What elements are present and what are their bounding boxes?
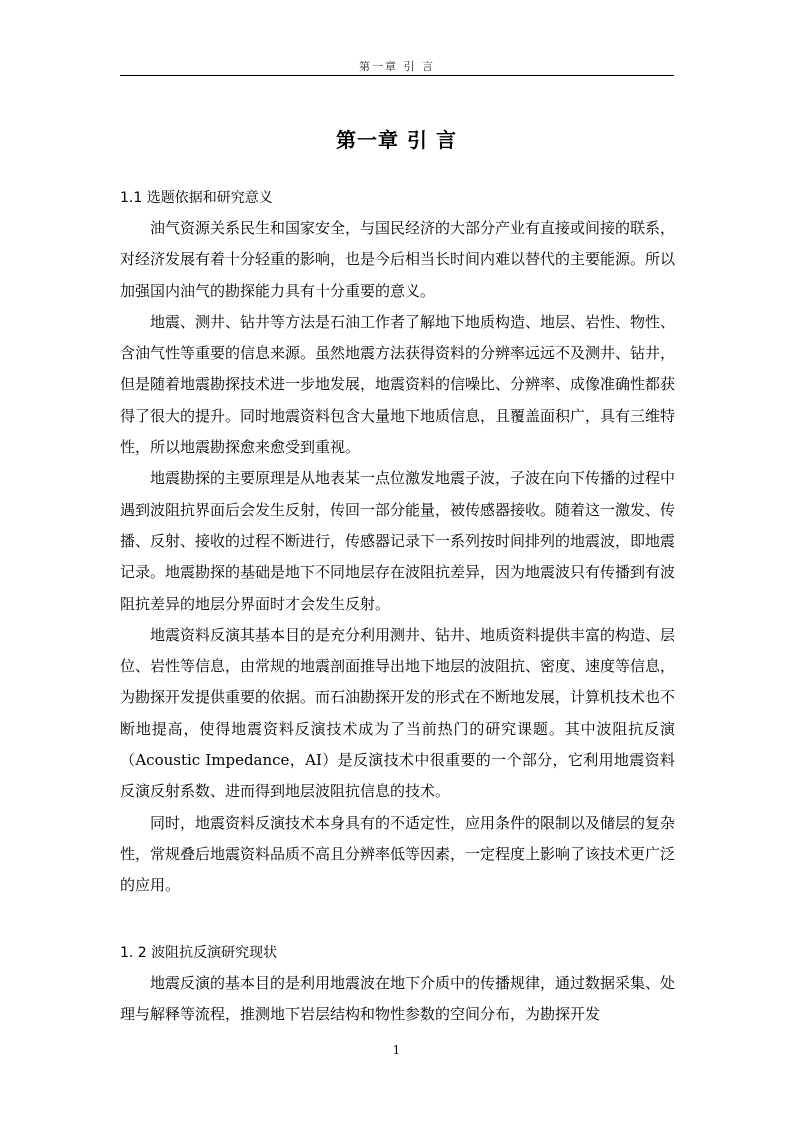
paragraph: 地震、测井、钻井等方法是石油工作者了解地下地质构造、地层、岩性、物性、含油气性等重要的信息来源。虽然地震方法获得资料的分辨率远远不及测井、钻井，但是随着地震勘探技术进一步地发展，地震资料的信噪比、分辨率、成像准确性都获得了很大的提升。同时地震资料包含大量地下地质信息，且覆盖面积广，具有三维特性，所以地震勘探愈来愈受到重视。: [120, 312, 676, 457]
paragraph: 地震反演的基本目的是利用地震波在地下介质中的传播规律，通过数据采集、处理与解释等流程，推测地下岩层结构和物性参数的空间分布，为勘探开发: [120, 973, 676, 1023]
page-number: 1: [392, 1043, 401, 1057]
section-heading: 1.1 选题依据和研究意义: [120, 190, 273, 206]
page-body: [120, 183, 675, 1030]
paragraph: 同时，地震资料反演技术本身具有的不适定性，应用条件的限制以及储层的复杂性，常规叠后地震资料品质不高且分辨率低等因素，一定程度上影响了该技术更广泛的应用。: [120, 813, 676, 895]
paragraph: 油气资源关系民生和国家安全，与国民经济的大部分产业有直接或间接的联系，对经济发展有着十分轻重的影响，也是今后相当长时间内难以替代的主要能源。所以加强国内油气的勘探能力具有十分重要的意义。: [120, 219, 676, 300]
section-1-2: [120, 938, 675, 1031]
section-1-1: [120, 183, 675, 902]
header-divider: [120, 75, 674, 76]
chapter-title: 第一章 引 言: [336, 128, 457, 152]
running-header: 第一章 引 言: [359, 60, 435, 73]
paragraph: 地震资料反演其基本目的是充分利用测井、钻井、地质资料提供丰富的构造、层位、岩性等信息，由常规的地震剖面推导出地下地层的波阻抗、密度、速度等信息，为勘探开发提供重要的依据。而石油勘探开发的形式在不断地发展，计算机技术也不断地提高，使得地震资料反演技术成为了当前热门的研究课题。其中波阻抗反演（Acoustic Impedance，AI）是反演技术中很重要的一个部分，它利用地震资料反演反射系数、进而得到地层波阻抗信息的技术。: [120, 625, 676, 801]
section-heading: 1. 2 波阻抗反演研究现状: [120, 944, 278, 961]
paragraph: 地震勘探的主要原理是从地表某一点位激发地震子波，子波在向下传播的过程中遇到波阻抗界面后会发生反射，传回一部分能量，被传感器接收。随着这一激发、传播、反射、接收的过程不断进行，传感器记录下一系列按时间排列的地震波，即地震记录。地震勘探的基础是地下不同地层存在波阻抗差异，因为地震波只有传播到有波阻抗差异的地层分界面时才会发生反射。: [120, 469, 676, 613]
